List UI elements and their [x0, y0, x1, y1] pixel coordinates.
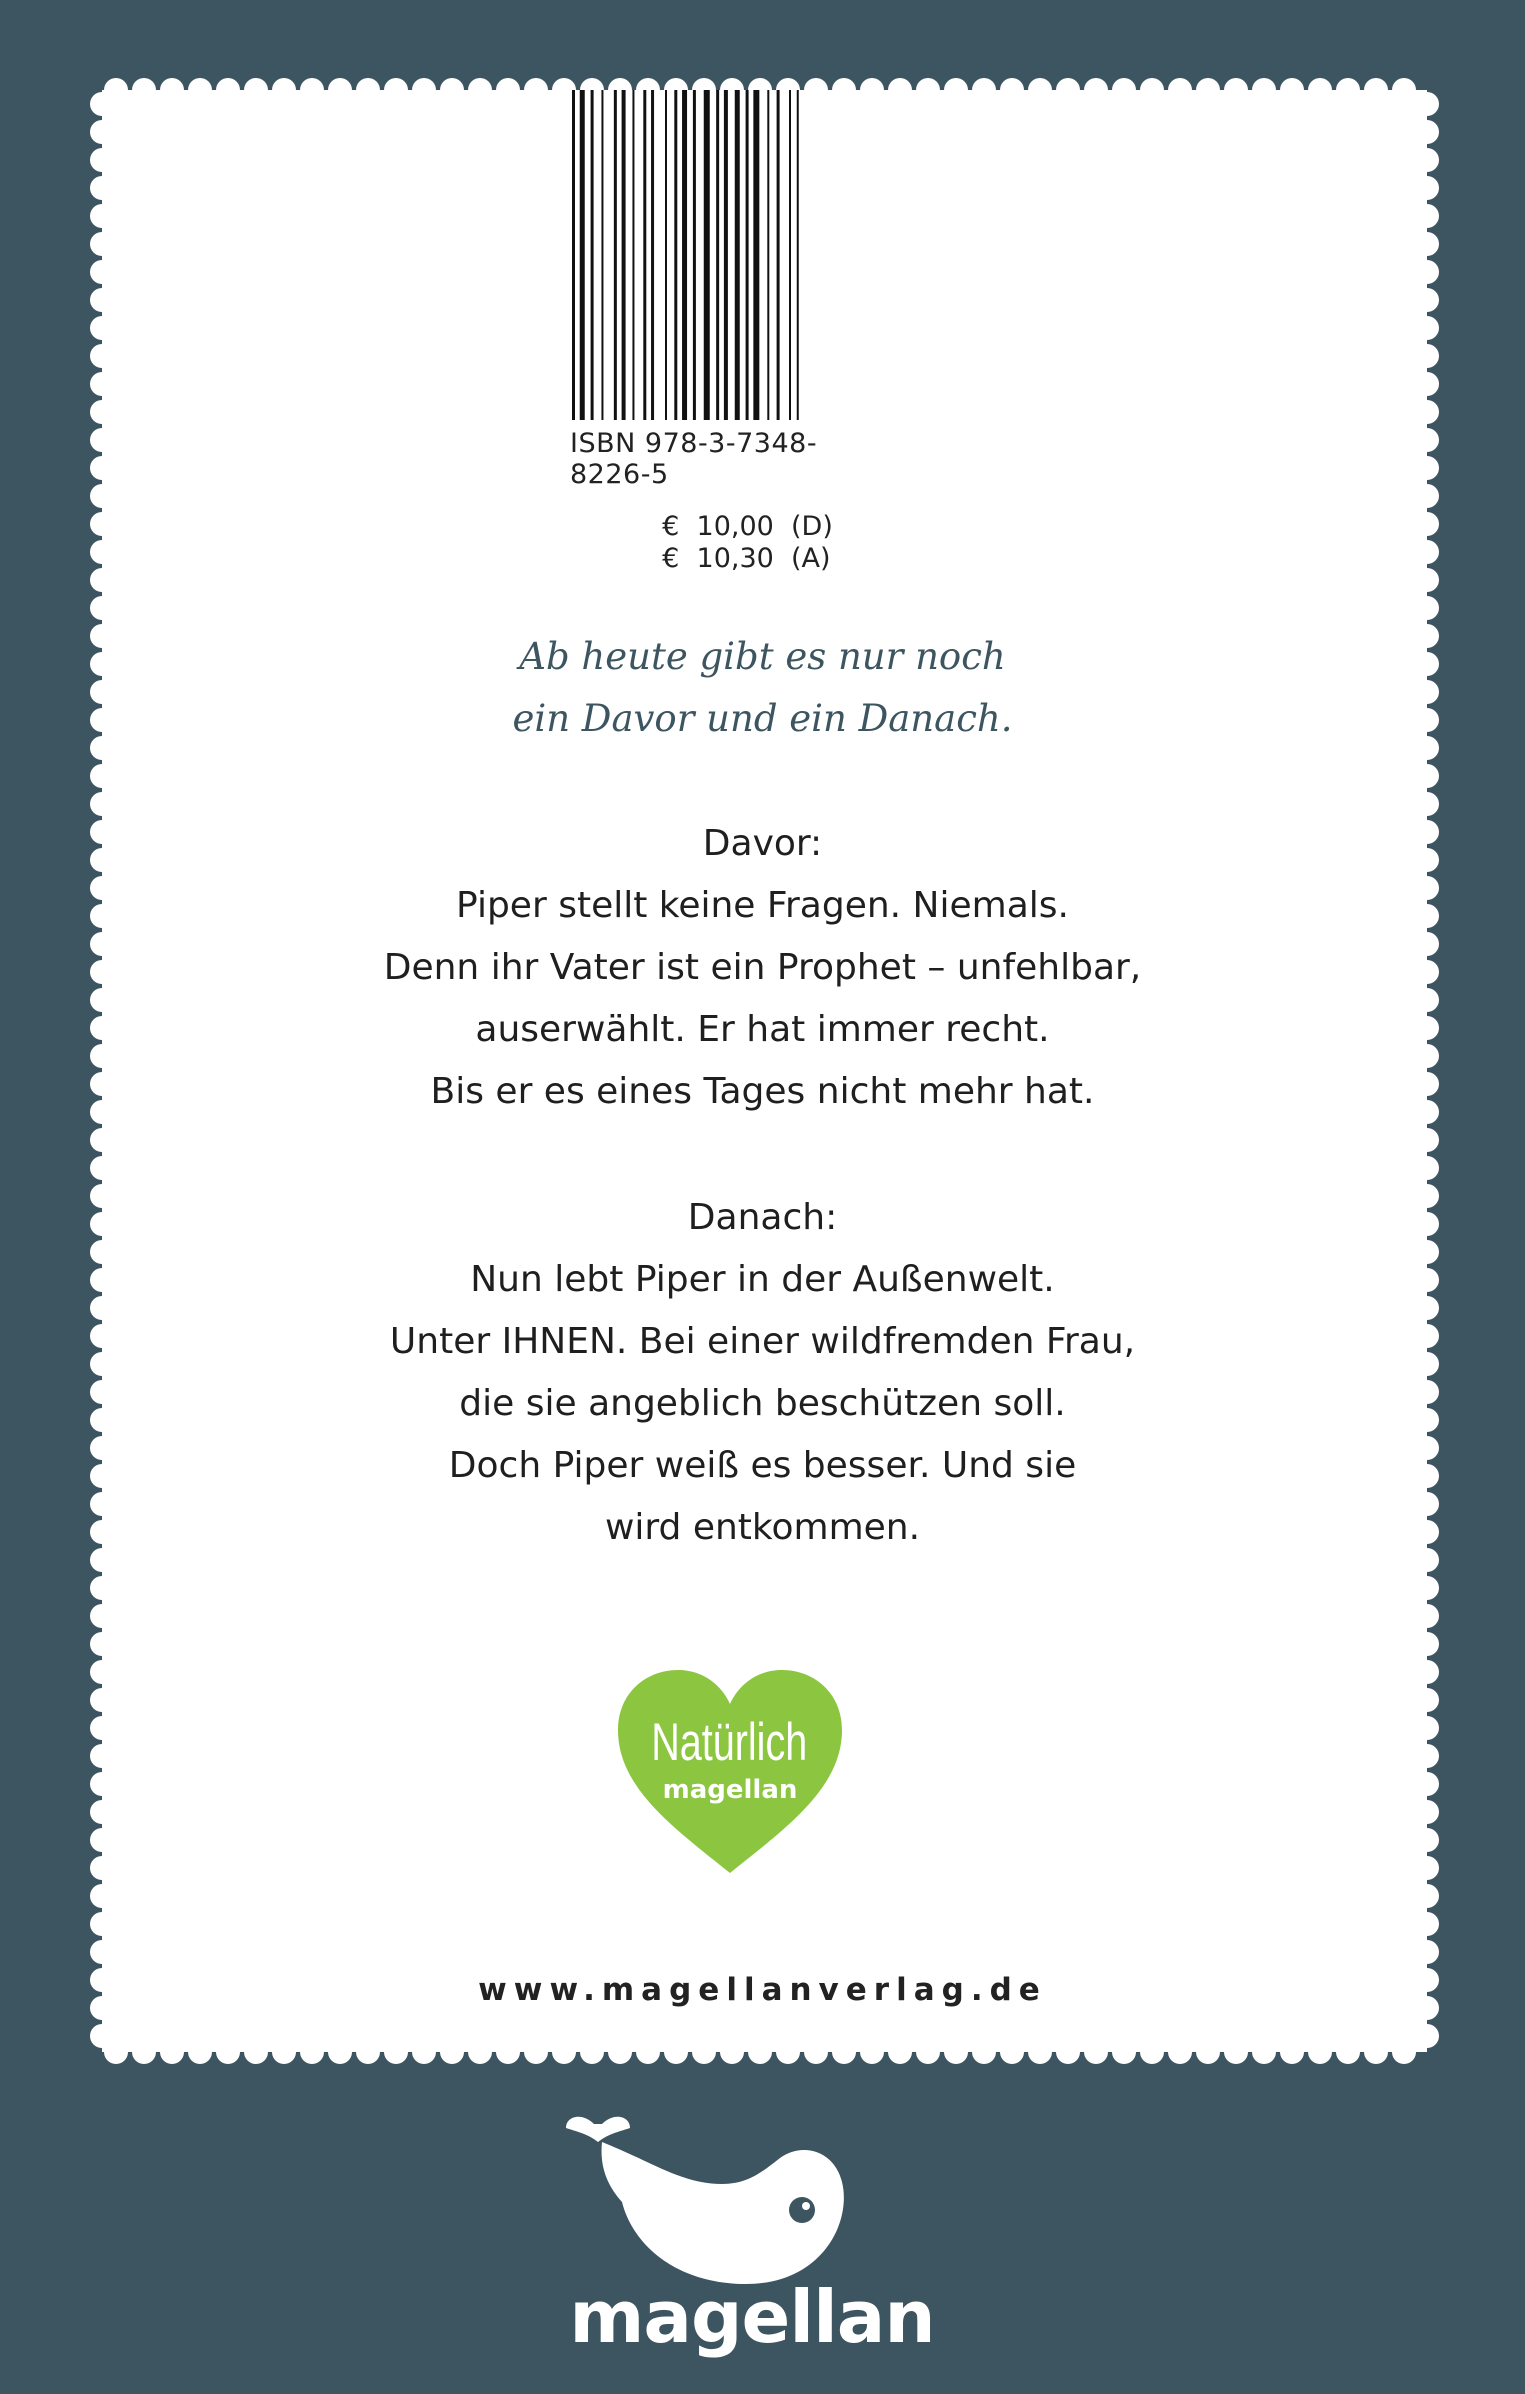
blurb-line: wird entkommen. — [604, 1507, 921, 1548]
natuerlich-magellan-heart-badge — [614, 1668, 846, 1880]
price-amount: 10,30 — [696, 543, 774, 574]
blurb-before — [0, 813, 1525, 1123]
tagline-line-1: Ab heute gibt es nur noch — [519, 635, 1006, 678]
blurb-line: die sie angeblich beschützen soll. — [459, 1383, 1066, 1424]
blurb-line: Piper stellt keine Fragen. Niemals. — [456, 885, 1069, 926]
magellan-logo — [552, 2102, 952, 2367]
barcode — [570, 90, 890, 420]
tagline-line-2: ein Davor und ein Danach. — [512, 697, 1013, 740]
heart-icon — [618, 1670, 842, 1873]
blurb-after — [0, 1187, 1525, 1559]
blurb-line: Unter IHNEN. Bei einer wildfremden Frau, — [389, 1321, 1136, 1362]
blurb-after-heading: Danach: — [687, 1197, 838, 1238]
badge-line-2: magellan — [662, 1775, 798, 1805]
magellan-wordmark: magellan — [569, 2275, 935, 2359]
tagline — [0, 626, 1525, 750]
blurb-line: Doch Piper weiß es besser. Und sie — [448, 1445, 1077, 1486]
publisher-website: www.magellanverlag.de — [478, 1972, 1047, 2008]
price-amount: 10,00 — [696, 511, 774, 542]
price-currency: € — [662, 511, 680, 542]
isbn-label: ISBN 978-3-7348-8226-5 — [570, 428, 818, 490]
blurb-line: Denn ihr Vater ist ein Prophet – unfehlbar, — [383, 947, 1142, 988]
price-country: (D) — [791, 511, 833, 542]
scalloped-edge-bottom — [102, 2038, 1427, 2066]
blurb-before-heading: Davor: — [702, 823, 823, 864]
blurb-line: Nun lebt Piper in der Außenwelt. — [470, 1259, 1055, 1300]
price-currency: € — [662, 543, 680, 574]
blurb-line: Bis er es eines Tages nicht mehr hat. — [430, 1071, 1095, 1112]
price-austria — [645, 512, 831, 574]
blurb-line: auserwählt. Er hat immer recht. — [475, 1009, 1050, 1050]
whale-icon — [566, 2117, 844, 2284]
badge-line-1: Natürlich — [651, 1712, 808, 1772]
price-country: (A) — [791, 543, 831, 574]
